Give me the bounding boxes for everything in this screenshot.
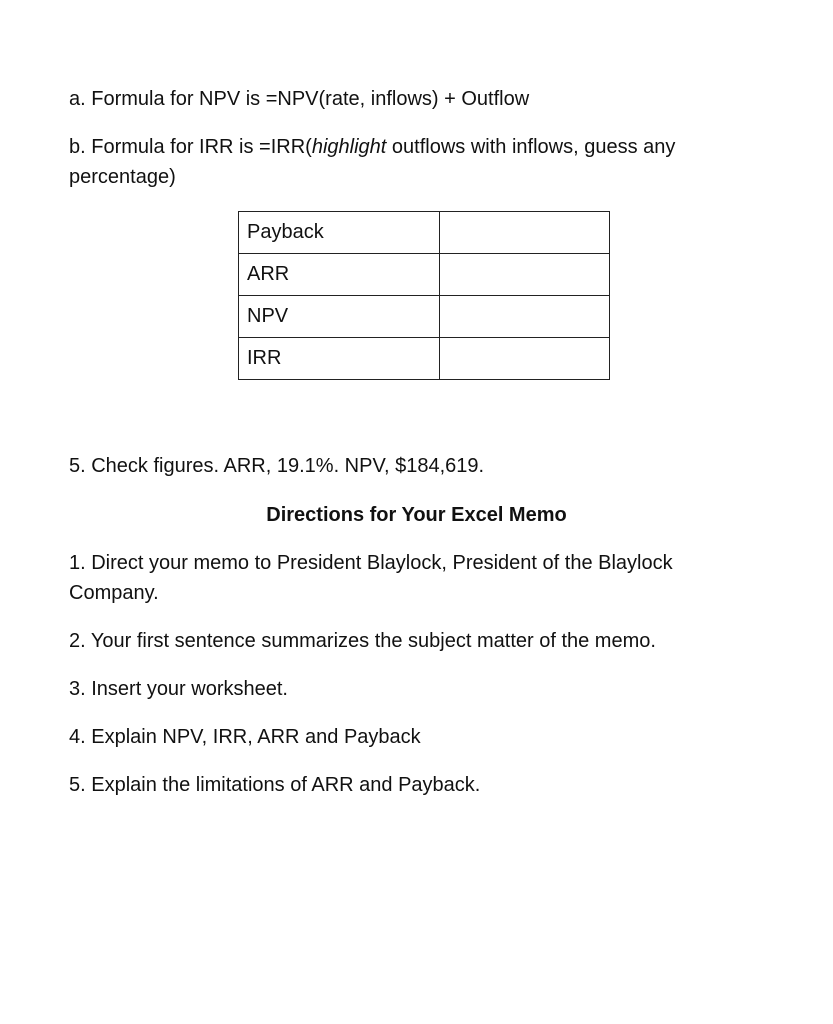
direction-item: 3. Insert your worksheet.: [69, 678, 288, 700]
irr-formula-emphasis: highlight: [311, 136, 387, 158]
irr-formula-prefix: b. Formula for IRR is =IRR(: [69, 136, 312, 158]
irr-formula-text: [69, 132, 759, 192]
npv-formula-text: a. Formula for NPV is =NPV(rate, inflows) + Outflow: [69, 88, 530, 110]
metric-label: NPV: [239, 296, 440, 338]
directions-title: Directions for Your Excel Memo: [266, 504, 567, 526]
direction-item: 5. Explain the limitations of ARR and Payback.: [69, 774, 481, 796]
metric-value-cell: [440, 296, 610, 338]
irr-formula-suffix: outflows with inflows, guess any percentage): [69, 136, 676, 188]
metric-value-cell: [440, 212, 610, 254]
table-row: [239, 254, 610, 296]
direction-item: 4. Explain NPV, IRR, ARR and Payback: [69, 726, 421, 748]
metrics-table: [238, 211, 610, 380]
check-figures-text: 5. Check figures. ARR, 19.1%. NPV, $184,619.: [69, 455, 485, 477]
metric-label: IRR: [239, 338, 440, 380]
metric-value-cell: [440, 338, 610, 380]
metric-value-cell: [440, 254, 610, 296]
table-row: [239, 296, 610, 338]
direction-item: 1. Direct your memo to President Blaylock, President of the Blaylock Company.: [69, 552, 673, 604]
metric-label: Payback: [239, 212, 440, 254]
metric-label: ARR: [239, 254, 440, 296]
table-row: [239, 338, 610, 380]
table-row: [239, 212, 610, 254]
direction-item: 2. Your first sentence summarizes the subject matter of the memo.: [69, 630, 656, 652]
